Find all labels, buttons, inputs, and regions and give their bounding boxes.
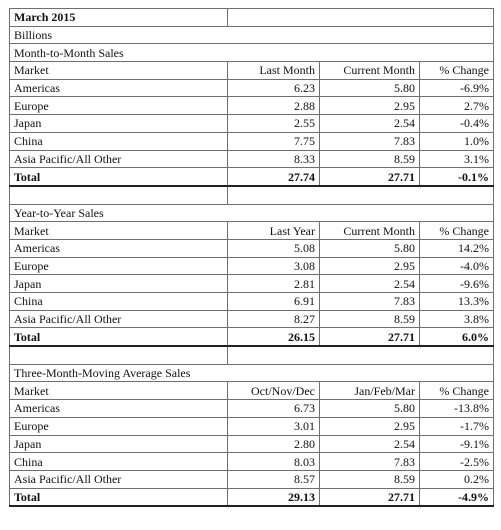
table-row <box>10 417 494 435</box>
value-cell: 8.59 <box>320 470 420 488</box>
total-label: Total <box>10 328 228 346</box>
col-header-last-month: Last Month <box>228 62 320 80</box>
pct-cell: 3.1% <box>420 150 494 168</box>
value-cell: 2.81 <box>228 275 320 293</box>
value-cell: 2.54 <box>320 275 420 293</box>
value-cell: 2.55 <box>228 115 320 133</box>
table-row <box>10 293 494 311</box>
value-cell: 8.59 <box>320 310 420 328</box>
total-value-cell: 27.71 <box>320 488 420 506</box>
market-cell: China <box>10 293 228 311</box>
value-cell: 2.95 <box>320 257 420 275</box>
total-value-cell: 27.74 <box>228 168 320 186</box>
table-row <box>10 115 494 133</box>
report-title: March 2015 <box>10 9 228 27</box>
col-header-market: Market <box>10 222 228 240</box>
value-cell: 2.88 <box>228 97 320 115</box>
total-label: Total <box>10 168 228 186</box>
spacer-row <box>10 346 494 364</box>
pct-cell: 13.3% <box>420 293 494 311</box>
market-cell: Japan <box>10 435 228 453</box>
table-row <box>10 257 494 275</box>
market-cell: China <box>10 453 228 471</box>
units-row <box>10 26 494 44</box>
total-row <box>10 168 494 186</box>
total-value-cell: 27.71 <box>320 168 420 186</box>
title-row <box>10 9 494 27</box>
table-row <box>10 453 494 471</box>
market-cell: China <box>10 132 228 150</box>
market-cell: Asia Pacific/All Other <box>10 470 228 488</box>
pct-cell: -9.6% <box>420 275 494 293</box>
col-header-pct-change: % Change <box>420 62 494 80</box>
col-header-market: Market <box>10 382 228 400</box>
value-cell: 8.33 <box>228 150 320 168</box>
value-cell: 8.59 <box>320 150 420 168</box>
total-value-cell: 29.13 <box>228 488 320 506</box>
value-cell: 7.75 <box>228 132 320 150</box>
table-row <box>10 150 494 168</box>
table-row <box>10 435 494 453</box>
pct-cell: 14.2% <box>420 239 494 257</box>
market-cell: Asia Pacific/All Other <box>10 150 228 168</box>
value-cell: 7.83 <box>320 132 420 150</box>
column-header-row <box>10 382 494 400</box>
total-label: Total <box>10 488 228 506</box>
table-row <box>10 310 494 328</box>
col-header-jan-feb-mar: Jan/Feb/Mar <box>320 382 420 400</box>
table-row <box>10 275 494 293</box>
pct-cell: -9.1% <box>420 435 494 453</box>
table-row <box>10 239 494 257</box>
spacer-cell <box>228 186 494 204</box>
section-heading: Three-Month-Moving Average Sales <box>10 364 494 382</box>
market-cell: Americas <box>10 239 228 257</box>
total-row <box>10 328 494 346</box>
market-cell: Europe <box>10 257 228 275</box>
pct-cell: 3.8% <box>420 310 494 328</box>
pct-cell: 0.2% <box>420 470 494 488</box>
pct-cell: -2.5% <box>420 453 494 471</box>
spacer-row <box>10 186 494 204</box>
value-cell: 5.08 <box>228 239 320 257</box>
value-cell: 3.08 <box>228 257 320 275</box>
spacer-cell <box>228 346 494 364</box>
total-pct-cell: -4.9% <box>420 488 494 506</box>
total-value-cell: 26.15 <box>228 328 320 346</box>
spacer-cell <box>10 186 228 204</box>
section-heading: Year-to-Year Sales <box>10 204 494 222</box>
col-header-last-year: Last Year <box>228 222 320 240</box>
value-cell: 2.95 <box>320 417 420 435</box>
total-pct-cell: -0.1% <box>420 168 494 186</box>
market-cell: Japan <box>10 115 228 133</box>
total-value-cell: 27.71 <box>320 328 420 346</box>
value-cell: 5.80 <box>320 79 420 97</box>
col-header-oct-nov-dec: Oct/Nov/Dec <box>228 382 320 400</box>
sales-table <box>9 8 494 507</box>
total-pct-cell: 6.0% <box>420 328 494 346</box>
value-cell: 2.54 <box>320 115 420 133</box>
market-cell: Americas <box>10 400 228 418</box>
value-cell: 8.27 <box>228 310 320 328</box>
value-cell: 2.80 <box>228 435 320 453</box>
table-row <box>10 400 494 418</box>
table-row <box>10 97 494 115</box>
value-cell: 5.80 <box>320 400 420 418</box>
column-header-row <box>10 222 494 240</box>
value-cell: 6.73 <box>228 400 320 418</box>
value-cell: 5.80 <box>320 239 420 257</box>
table-row <box>10 470 494 488</box>
pct-cell: -0.4% <box>420 115 494 133</box>
value-cell: 2.95 <box>320 97 420 115</box>
title-blank-cell <box>228 9 494 27</box>
col-header-pct-change: % Change <box>420 222 494 240</box>
pct-cell: -1.7% <box>420 417 494 435</box>
market-cell: Americas <box>10 79 228 97</box>
value-cell: 7.83 <box>320 453 420 471</box>
value-cell: 8.57 <box>228 470 320 488</box>
pct-cell: -13.8% <box>420 400 494 418</box>
section-heading-row <box>10 364 494 382</box>
total-row <box>10 488 494 506</box>
pct-cell: 1.0% <box>420 132 494 150</box>
value-cell: 6.91 <box>228 293 320 311</box>
section-heading-row <box>10 204 494 222</box>
pct-cell: -4.0% <box>420 257 494 275</box>
section-heading-row <box>10 44 494 62</box>
value-cell: 2.54 <box>320 435 420 453</box>
table-row <box>10 132 494 150</box>
market-cell: Asia Pacific/All Other <box>10 310 228 328</box>
pct-cell: -6.9% <box>420 79 494 97</box>
units-label: Billions <box>10 26 494 44</box>
market-cell: Europe <box>10 417 228 435</box>
pct-cell: 2.7% <box>420 97 494 115</box>
section-heading: Month-to-Month Sales <box>10 44 494 62</box>
col-header-current-month: Current Month <box>320 222 420 240</box>
value-cell: 8.03 <box>228 453 320 471</box>
market-cell: Japan <box>10 275 228 293</box>
value-cell: 7.83 <box>320 293 420 311</box>
table-row <box>10 79 494 97</box>
value-cell: 3.01 <box>228 417 320 435</box>
col-header-pct-change: % Change <box>420 382 494 400</box>
col-header-current-month: Current Month <box>320 62 420 80</box>
value-cell: 6.23 <box>228 79 320 97</box>
col-header-market: Market <box>10 62 228 80</box>
column-header-row <box>10 62 494 80</box>
spacer-cell <box>10 346 228 364</box>
market-cell: Europe <box>10 97 228 115</box>
